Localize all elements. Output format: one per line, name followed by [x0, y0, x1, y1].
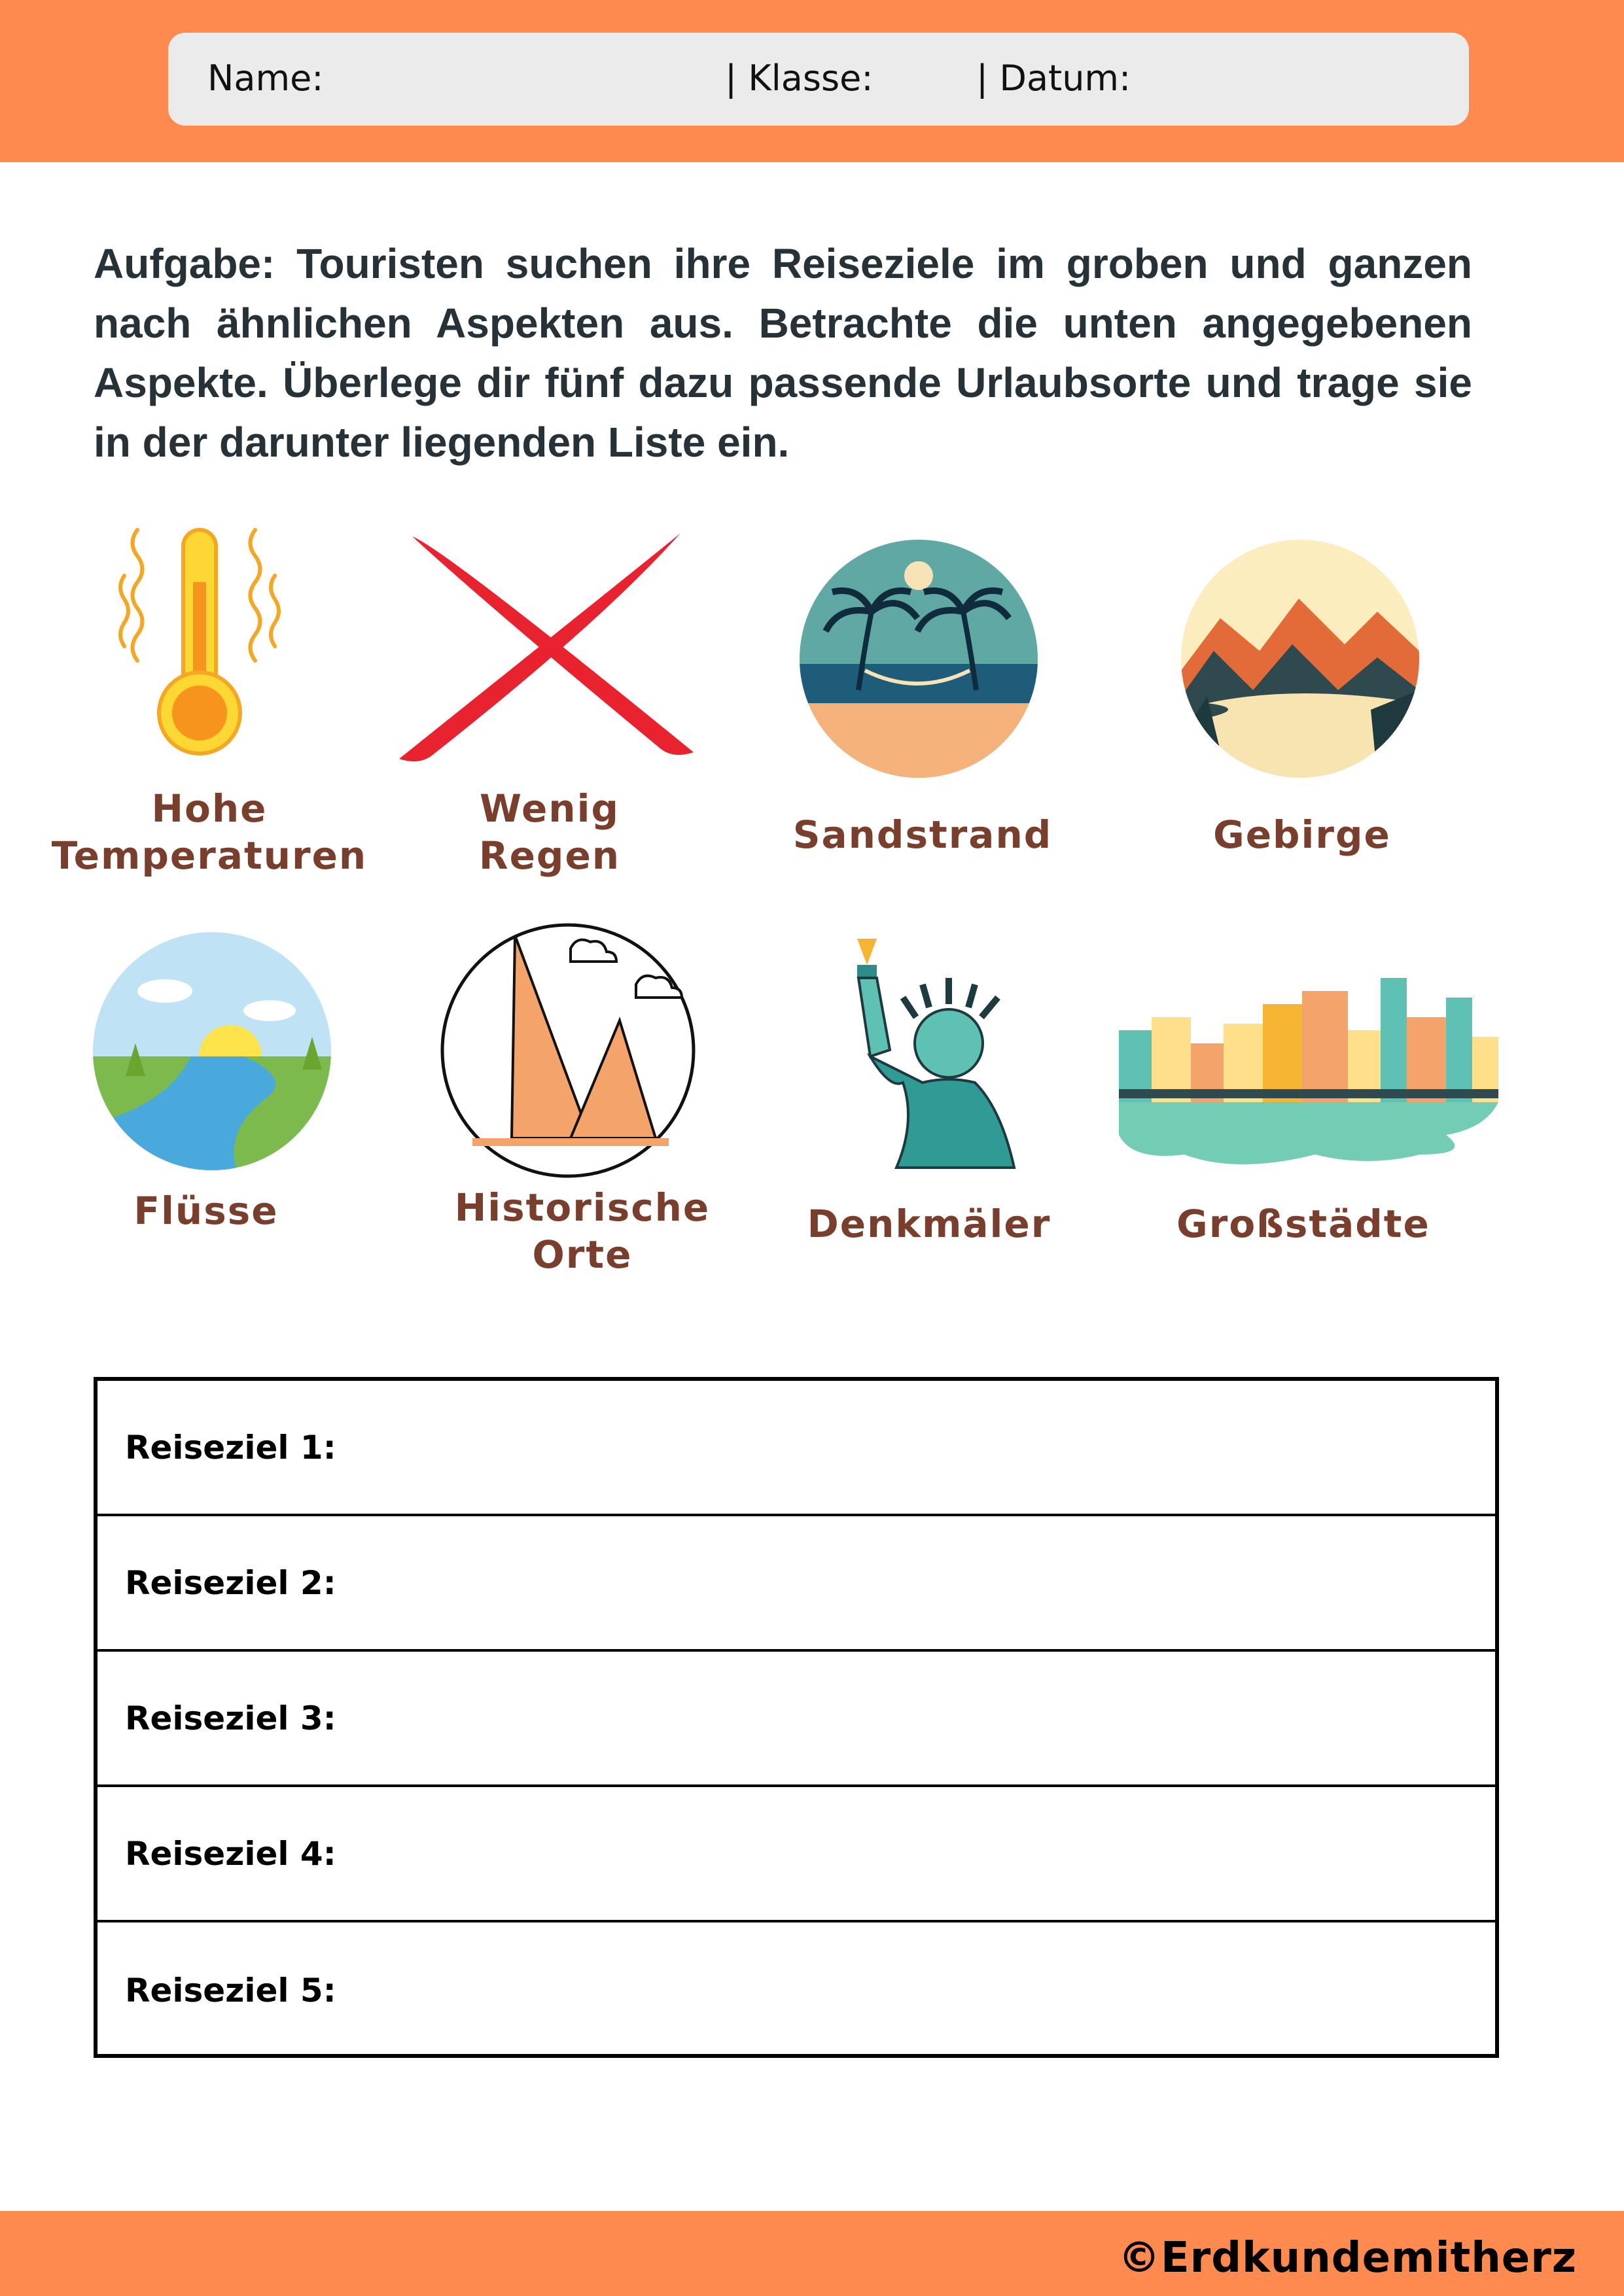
destination-label: Reiseziel 1: [125, 1428, 336, 1467]
thermometer-icon [111, 504, 308, 765]
statue-of-liberty-icon [831, 926, 1027, 1174]
city-skyline-icon [1106, 958, 1505, 1181]
aspect-label-monuments: Denkmäler [807, 1202, 1051, 1246]
copyright-notice: ©Erdkundemitherz [1118, 2234, 1577, 2282]
mountains-icon [1181, 540, 1419, 778]
date-label: | Datum: [976, 58, 1131, 99]
destination-row-5[interactable] [97, 1922, 1495, 2058]
destination-label: Reiseziel 5: [125, 1971, 336, 2009]
destination-row-2[interactable] [97, 1516, 1495, 1652]
destination-row-4[interactable] [97, 1787, 1495, 1922]
destination-label: Reiseziel 2: [125, 1563, 336, 1602]
aspect-label-cities: Großstädte [1176, 1202, 1430, 1246]
aspect-label-beach: Sandstrand [792, 812, 1053, 857]
aspect-label-historic: Historische Orte [454, 1185, 711, 1277]
aspect-label-temperature: Hohe Temperaturen [51, 786, 368, 878]
destination-table [94, 1377, 1499, 2058]
destination-row-3[interactable] [97, 1652, 1495, 1787]
red-cross-icon [386, 523, 713, 772]
class-label: | Klasse: [725, 58, 874, 99]
beach-icon [800, 540, 1038, 778]
destination-label: Reiseziel 3: [125, 1699, 336, 1737]
aspect-label-rivers: Flüsse [133, 1189, 279, 1233]
river-icon [93, 932, 331, 1170]
destination-label: Reiseziel 4: [125, 1834, 336, 1873]
destination-row-1[interactable] [97, 1381, 1495, 1516]
name-label: Name: [207, 58, 324, 99]
task-instructions: Aufgabe: Touristen suchen ihre Reiseziele im groben und ganzen nach ähnlichen Aspekten aus. Betrachte die unten angegebenen Aspekte. Überlege dir fünf dazu passende Urlaubsorte und trage sie in der darunter liegenden Liste ein. [94, 240, 1472, 466]
pyramids-icon [440, 922, 696, 1179]
aspect-label-mountains: Gebirge [1213, 812, 1391, 857]
aspect-label-rain: Wenig Regen [478, 786, 621, 878]
